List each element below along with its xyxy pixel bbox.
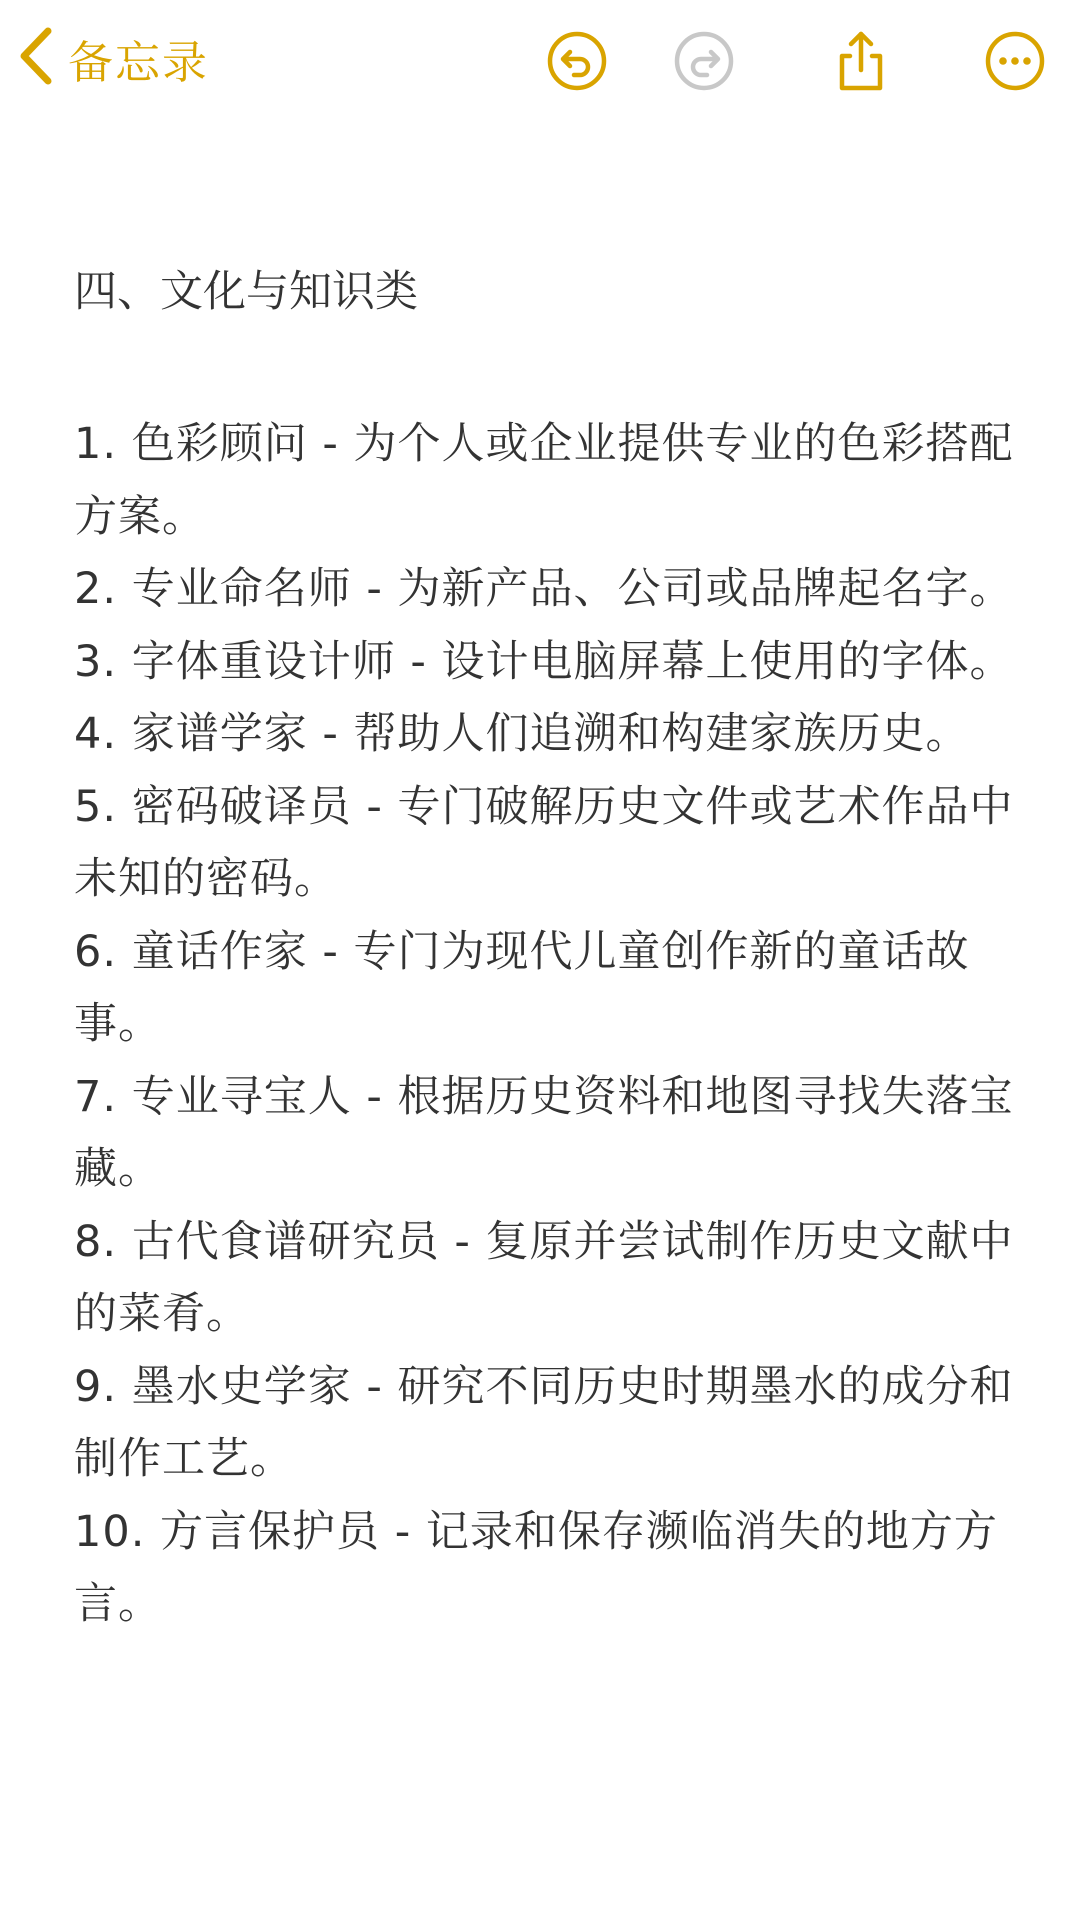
- list-item: 9. 墨水史学家 - 研究不同历史时期墨水的成分和制作工艺。: [74, 1361, 1014, 1484]
- share-button[interactable]: [830, 30, 892, 92]
- note-list: [74, 408, 1014, 1641]
- list-item: 1. 色彩顾问 - 为个人或企业提供专业的色彩搭配方案。: [74, 419, 1014, 542]
- list-item: 6. 童话作家 - 专门为现代儿童创作新的童话故事。: [74, 926, 970, 1049]
- back-button[interactable]: [18, 26, 209, 90]
- list-item: 3. 字体重设计师 - 设计电脑屏幕上使用的字体。: [74, 636, 1014, 687]
- share-icon: [830, 30, 892, 92]
- navigation-bar: [0, 0, 1080, 120]
- undo-icon: [546, 30, 608, 92]
- list-item: 5. 密码破译员 - 专门破解历史文件或艺术作品中未知的密码。: [74, 781, 1014, 904]
- note-body[interactable]: [74, 262, 1014, 1641]
- back-label: 备忘录: [68, 35, 210, 89]
- more-icon: [984, 30, 1046, 92]
- more-button[interactable]: [984, 30, 1046, 92]
- chevron-left-icon: [18, 27, 54, 89]
- redo-button[interactable]: [673, 30, 735, 92]
- undo-button[interactable]: [546, 30, 608, 92]
- note-heading: 四、文化与知识类: [74, 267, 418, 317]
- list-item: 4. 家谱学家 - 帮助人们追溯和构建家族历史。: [74, 709, 970, 759]
- list-item: 7. 专业寻宝人 - 根据历史资料和地图寻找失落宝藏。: [74, 1071, 1014, 1194]
- redo-icon: [673, 30, 735, 92]
- blank-line: [74, 322, 1014, 408]
- list-item: 2. 专业命名师 - 为新产品、公司或品牌起名字。: [74, 564, 1014, 614]
- list-item: 10. 方言保护员 - 记录和保存濒临消失的地方方言。: [74, 1506, 998, 1629]
- list-item: 8. 古代食谱研究员 - 复原并尝试制作历史文献中的菜肴。: [74, 1216, 1014, 1339]
